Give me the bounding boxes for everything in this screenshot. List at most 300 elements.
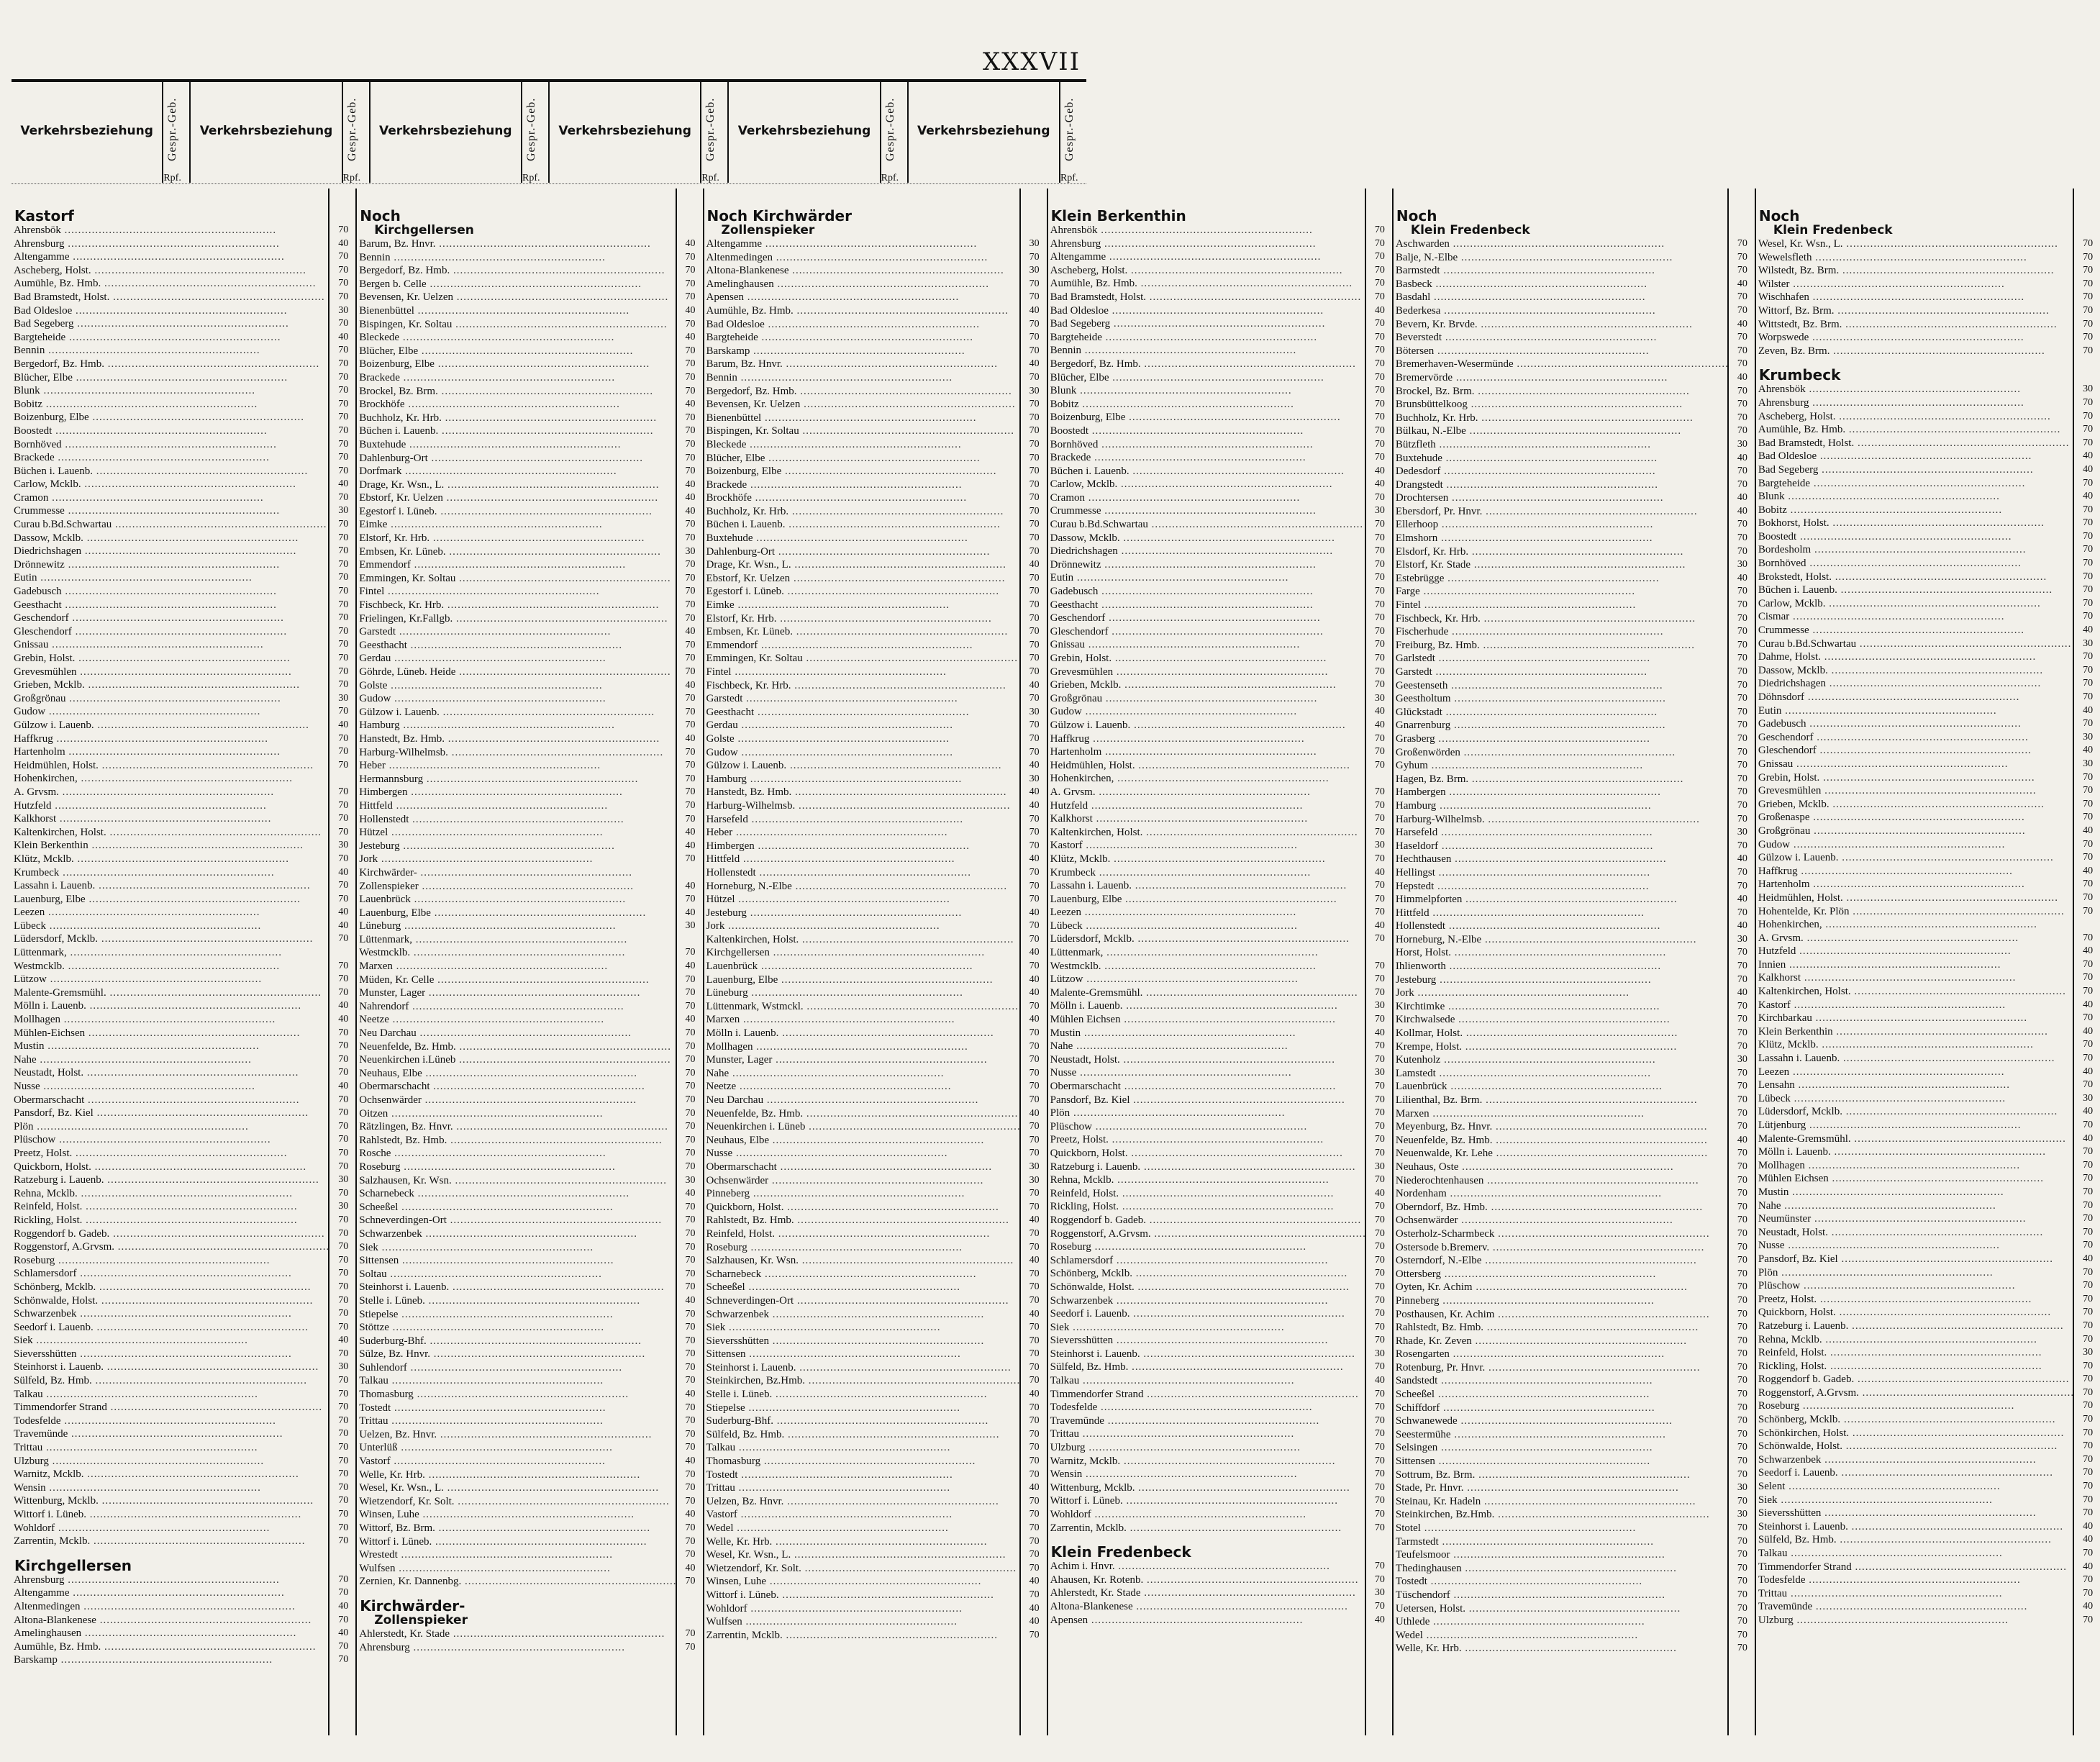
directory-column bbox=[1048, 189, 1394, 1735]
destination-name: Boizenburg, Elbe ..... bbox=[1048, 411, 1366, 424]
fee-value: 70 bbox=[1029, 653, 1040, 664]
fee-value: 70 bbox=[1029, 1000, 1040, 1012]
destination-name: Steinhorst i. Lauenb. ..... bbox=[357, 1281, 676, 1294]
fee-value: 40 bbox=[2083, 491, 2094, 502]
destination-name: Tüschendorf ..... bbox=[1394, 1589, 1729, 1602]
list-item bbox=[1048, 558, 1392, 572]
fee-value: 70 bbox=[338, 639, 349, 650]
list-item bbox=[12, 1361, 355, 1374]
destination-name: Sieversshütten ..... bbox=[1048, 1334, 1366, 1348]
list-item bbox=[1394, 438, 1755, 452]
destination-name: Schwanewede ..... bbox=[1394, 1414, 1729, 1428]
fee-value: 70 bbox=[685, 1121, 696, 1132]
list-item bbox=[1756, 838, 2100, 852]
fee-value: 70 bbox=[685, 1415, 696, 1427]
fee-value: 70 bbox=[338, 438, 349, 450]
list-item bbox=[1756, 1012, 2100, 1025]
list-item bbox=[704, 719, 1047, 732]
destination-name: Nahrendorf ..... bbox=[357, 1000, 676, 1014]
list-item bbox=[1756, 1399, 2100, 1413]
destination-name: Lauenburg, Elbe ..... bbox=[12, 893, 329, 907]
fee-value: 70 bbox=[1737, 840, 1747, 851]
list-item bbox=[704, 692, 1047, 706]
list-item bbox=[357, 1120, 702, 1134]
fee-value: 70 bbox=[338, 1388, 349, 1399]
fee-value: 40 bbox=[685, 1294, 696, 1306]
list-item bbox=[1756, 530, 2100, 544]
destination-name: Sülfeld, Bz. Hmb. ..... bbox=[1756, 1533, 2074, 1547]
list-item bbox=[1756, 1038, 2100, 1052]
list-item bbox=[1048, 438, 1392, 452]
fee-value: 30 bbox=[1374, 505, 1385, 517]
list-item bbox=[1756, 1066, 2100, 1079]
fee-value: 70 bbox=[1737, 1629, 1747, 1640]
list-item bbox=[1048, 304, 1392, 318]
fee-value: 70 bbox=[1737, 304, 1747, 316]
fee-value: 40 bbox=[1029, 786, 1040, 798]
fee-value: 70 bbox=[1374, 880, 1385, 891]
destination-name: Bad Bramstedt, Holst. ..... bbox=[1756, 437, 2074, 450]
destination-name: Wittorf i. Lüneb. ..... bbox=[357, 1535, 676, 1549]
destination-name: Mühlen Eichsen ..... bbox=[1756, 1172, 2074, 1186]
destination-name: Dorfmark ..... bbox=[357, 465, 676, 478]
list-item bbox=[1756, 677, 2100, 691]
list-item bbox=[1394, 666, 1755, 679]
fee-value: 70 bbox=[1737, 425, 1747, 437]
fee-value: 70 bbox=[338, 1522, 349, 1533]
fee-value: 70 bbox=[338, 1455, 349, 1466]
list-item bbox=[1048, 1321, 1392, 1335]
list-item bbox=[1394, 719, 1755, 732]
fee-value: 70 bbox=[1374, 385, 1385, 396]
destination-name: Dahme, Holst. ..... bbox=[1756, 650, 2074, 664]
destination-name: Talkau ..... bbox=[1756, 1547, 2074, 1561]
list-item bbox=[1394, 1481, 1755, 1495]
destination-name: Kirchgellersen ..... bbox=[704, 946, 1021, 960]
destination-name: Rahlstedt, Bz. Hmb. ..... bbox=[357, 1134, 676, 1148]
destination-name: Mustin ..... bbox=[1756, 1186, 2074, 1199]
list-item bbox=[704, 412, 1047, 425]
destination-name: Hepstedt ..... bbox=[1394, 880, 1729, 894]
list-item bbox=[1048, 1027, 1392, 1040]
fee-value: 70 bbox=[2083, 1414, 2094, 1425]
destination-name: Nusse ..... bbox=[12, 1080, 329, 1094]
list-item bbox=[704, 666, 1047, 679]
fee-value: 40 bbox=[2083, 1520, 2094, 1532]
directory-column bbox=[1756, 189, 2100, 1735]
list-item bbox=[1048, 344, 1392, 358]
destination-name: Schwarzenbek ..... bbox=[704, 1308, 1021, 1322]
fee-value: 40 bbox=[1029, 1576, 1040, 1587]
destination-name: Emmendorf ..... bbox=[704, 639, 1021, 653]
fee-value: 40 bbox=[685, 732, 696, 744]
fee-value: 70 bbox=[338, 491, 349, 503]
list-item bbox=[1756, 345, 2100, 358]
destination-name: Steinhorst i. Lauenb. ..... bbox=[1756, 1520, 2074, 1534]
list-item bbox=[1756, 1212, 2100, 1226]
fee-value: 70 bbox=[1029, 840, 1040, 851]
fee-value: 40 bbox=[1029, 1107, 1040, 1119]
destination-name: Wedel ..... bbox=[704, 1522, 1021, 1535]
list-item bbox=[1394, 1388, 1755, 1402]
fee-value: 30 bbox=[1029, 385, 1040, 396]
destination-name: Zarrentin, Mcklb. ..... bbox=[704, 1629, 1021, 1643]
destination-name: Kalkhorst ..... bbox=[12, 812, 329, 826]
list-item bbox=[357, 933, 702, 947]
list-item bbox=[1048, 1161, 1392, 1174]
fee-value: 70 bbox=[2083, 558, 2094, 569]
destination-name: Diedrichshagen ..... bbox=[1048, 545, 1366, 558]
list-item bbox=[1394, 840, 1755, 853]
list-item bbox=[1756, 851, 2100, 865]
destination-name: Kirchwärder- ..... bbox=[357, 866, 676, 880]
list-item bbox=[1756, 1132, 2100, 1146]
list-item bbox=[1756, 237, 2100, 251]
list-item bbox=[12, 960, 355, 973]
list-item bbox=[12, 411, 355, 424]
fee-value: 70 bbox=[685, 1268, 696, 1279]
list-item bbox=[12, 1600, 355, 1614]
fee-value: 30 bbox=[338, 1174, 349, 1186]
fee-value: 40 bbox=[685, 1509, 696, 1520]
destination-name: Hohenkirchen, ..... bbox=[12, 772, 329, 786]
list-item bbox=[357, 679, 702, 693]
list-item bbox=[357, 304, 702, 318]
exchange-section bbox=[1048, 209, 1392, 1535]
destination-name: Ahrensburg ..... bbox=[12, 237, 329, 251]
fee-value bbox=[329, 946, 355, 960]
relation-label: Verkehrsbeziehung bbox=[737, 124, 871, 138]
list-item bbox=[704, 558, 1047, 572]
destination-name: Blunk ..... bbox=[1756, 490, 2074, 504]
destination-name: Kastorf ..... bbox=[1048, 839, 1366, 853]
destination-name: Neu Darchau ..... bbox=[357, 1027, 676, 1040]
destination-name: Neuenkirchen i. Lüneb ..... bbox=[704, 1120, 1021, 1134]
fee-value: 70 bbox=[338, 1241, 349, 1253]
destination-name: Zarrentin, Mcklb. ..... bbox=[1048, 1522, 1366, 1535]
list-item bbox=[704, 973, 1047, 987]
list-item bbox=[1048, 1187, 1392, 1201]
fee-value: 70 bbox=[1374, 1308, 1385, 1320]
list-item bbox=[357, 1321, 702, 1335]
fee-value: 70 bbox=[338, 1161, 349, 1172]
list-item bbox=[1756, 1413, 2100, 1427]
list-item bbox=[1048, 745, 1392, 759]
destination-name: Glückstadt ..... bbox=[1394, 706, 1729, 719]
destination-name: Golste ..... bbox=[357, 679, 676, 693]
destination-name: Hittfeld ..... bbox=[1394, 907, 1729, 920]
destination-name: Fischerhude ..... bbox=[1394, 625, 1729, 639]
fee-value: 40 bbox=[338, 907, 349, 918]
fee-value: 70 bbox=[685, 1468, 696, 1480]
destination-name: Uelzen, Bz. Hnvr. ..... bbox=[357, 1428, 676, 1442]
fee-value: 40 bbox=[685, 332, 696, 343]
destination-name: Ahrensbök ..... bbox=[1048, 224, 1366, 237]
destination-name: Stiepelse ..... bbox=[357, 1308, 676, 1322]
list-item bbox=[357, 371, 702, 385]
fee-value: 70 bbox=[1737, 1000, 1747, 1012]
list-item bbox=[704, 518, 1047, 532]
list-item bbox=[1756, 811, 2100, 825]
destination-name: Hutzfeld ..... bbox=[1048, 799, 1366, 813]
fee-value: 70 bbox=[338, 1375, 349, 1386]
fee-value: 70 bbox=[1374, 1481, 1385, 1493]
destination-name: Eutin ..... bbox=[1756, 704, 2074, 718]
list-item bbox=[1048, 331, 1392, 345]
destination-name: Wohldorf ..... bbox=[12, 1522, 329, 1535]
fee-value: 70 bbox=[338, 1468, 349, 1480]
destination-name: Schiffdorf ..... bbox=[1394, 1402, 1729, 1415]
fee-value: 70 bbox=[1737, 1255, 1747, 1266]
list-item bbox=[1756, 1600, 2100, 1614]
list-item bbox=[12, 879, 355, 893]
list-item bbox=[357, 1201, 702, 1214]
list-item bbox=[357, 1013, 702, 1027]
fee-value: 70 bbox=[338, 786, 349, 797]
destination-name: Hohenkirchen, ..... bbox=[1756, 918, 2074, 932]
fee-value: 70 bbox=[1374, 1040, 1385, 1052]
destination-name: Bienenbüttel ..... bbox=[704, 412, 1021, 425]
destination-name: Bad Segeberg ..... bbox=[12, 317, 329, 331]
list-item bbox=[1756, 477, 2100, 491]
destination-name: Kalkhorst ..... bbox=[1048, 812, 1366, 826]
destination-name: Neuenfelde, Bz. Hmb. ..... bbox=[1394, 1134, 1729, 1148]
destination-name: Seestermühe ..... bbox=[1394, 1428, 1729, 1442]
destination-name: Bad Oldesloe ..... bbox=[1756, 450, 2074, 463]
destination-name: Gnarrenburg ..... bbox=[1394, 719, 1729, 732]
destination-name: Mühlen-Eichsen ..... bbox=[12, 1027, 329, 1040]
list-item bbox=[704, 813, 1047, 827]
destination-name: Posthausen, Kr. Achim ..... bbox=[1394, 1308, 1729, 1322]
destination-name: Jesteburg ..... bbox=[1394, 973, 1729, 987]
list-item bbox=[1394, 853, 1755, 866]
fee-value: 70 bbox=[1374, 1174, 1385, 1186]
destination-name: Diedrichshagen ..... bbox=[12, 545, 329, 558]
list-item bbox=[12, 1535, 355, 1548]
list-item bbox=[1048, 625, 1392, 639]
destination-name: Hohentelde, Kr. Plön ..... bbox=[1756, 905, 2074, 919]
fee-label: Gespr.-Geb. bbox=[704, 97, 717, 162]
fee-value: 70 bbox=[338, 893, 349, 904]
destination-name: Ratzeburg i. Lauenb. ..... bbox=[12, 1173, 329, 1187]
destination-name: Roggenstorf, A.Grvsm. ..... bbox=[12, 1240, 329, 1254]
destination-name: Bergedorf, Bz. Hmb. ..... bbox=[12, 358, 329, 371]
destination-name: Lauenbrück ..... bbox=[704, 960, 1021, 973]
fee-value: 40 bbox=[338, 237, 349, 249]
list-item bbox=[704, 1161, 1047, 1174]
destination-name: Bad Segeberg ..... bbox=[1756, 463, 2074, 477]
fee-value: 70 bbox=[338, 251, 349, 263]
destination-name: Teufelsmoor ..... bbox=[1394, 1548, 1729, 1562]
fee-value: 70 bbox=[338, 1147, 349, 1158]
list-item bbox=[1394, 706, 1755, 719]
list-item bbox=[1048, 1133, 1392, 1147]
destination-name: Osterndorf, N.-Elbe ..... bbox=[1394, 1254, 1729, 1268]
fee-value: 70 bbox=[338, 1573, 349, 1585]
list-item bbox=[1756, 1092, 2100, 1106]
fee-value: 70 bbox=[1029, 1281, 1040, 1293]
destination-name: Oyten, Kr. Achim ..... bbox=[1394, 1281, 1729, 1294]
destination-name: Nusse ..... bbox=[1756, 1239, 2074, 1253]
destination-name: Bremervörde ..... bbox=[1394, 371, 1729, 385]
destination-name: Altengamme ..... bbox=[12, 250, 329, 264]
destination-name: Leezen ..... bbox=[1048, 906, 1366, 919]
destination-name: Elstorf, Kr. Hrb. ..... bbox=[704, 612, 1021, 626]
fee-header bbox=[880, 82, 907, 183]
fee-value: 70 bbox=[1374, 1402, 1385, 1413]
fee-value: 70 bbox=[1029, 961, 1040, 972]
list-item bbox=[12, 1107, 355, 1120]
list-item bbox=[12, 1627, 355, 1640]
list-item bbox=[1394, 371, 1755, 385]
list-item bbox=[1394, 746, 1755, 760]
fee-value: 70 bbox=[1029, 1241, 1040, 1253]
list-item bbox=[1756, 1052, 2100, 1066]
fee-value: 70 bbox=[1374, 1053, 1385, 1065]
fee-value: 40 bbox=[1029, 1389, 1040, 1400]
destination-name: Drage, Kr. Wsn., L. ..... bbox=[704, 558, 1021, 572]
destination-name: Lamstedt ..... bbox=[1394, 1067, 1729, 1081]
list-item bbox=[12, 946, 355, 960]
destination-name: Grevesmühlen ..... bbox=[1048, 666, 1366, 679]
fee-value: 70 bbox=[1737, 760, 1747, 771]
destination-name: Preetz, Holst. ..... bbox=[1756, 1293, 2074, 1307]
fee-value: 70 bbox=[1374, 826, 1385, 837]
fee-value: 70 bbox=[1029, 1081, 1040, 1092]
fee-value: 70 bbox=[1029, 666, 1040, 677]
list-item bbox=[1048, 358, 1392, 371]
fee-value: 30 bbox=[1737, 438, 1747, 450]
list-item bbox=[1048, 1066, 1392, 1080]
destination-name: Neuenwalde, Kr. Lehe ..... bbox=[1394, 1147, 1729, 1161]
destination-name: Steinkirchen, Bz.Hmb. ..... bbox=[704, 1374, 1021, 1388]
section-subtitle: Zollenspieker bbox=[721, 223, 815, 237]
destination-name: Himbergen ..... bbox=[357, 786, 676, 799]
list-item bbox=[12, 866, 355, 880]
destination-name: Ahrensburg ..... bbox=[1756, 396, 2074, 410]
fee-value: 70 bbox=[1374, 960, 1385, 971]
list-item bbox=[1756, 717, 2100, 731]
destination-name: Carlow, Mcklb. ..... bbox=[12, 478, 329, 491]
exchange-section bbox=[357, 1599, 702, 1654]
fee-value: 70 bbox=[1374, 237, 1385, 249]
destination-name: Klein Berkenthin ..... bbox=[12, 839, 329, 853]
fee-value: 70 bbox=[1374, 1147, 1385, 1158]
fee-value: 40 bbox=[1029, 1482, 1040, 1494]
fee-value: 70 bbox=[338, 1509, 349, 1520]
destination-name: Bad Oldesloe ..... bbox=[1048, 304, 1366, 318]
fee-value: 70 bbox=[685, 719, 696, 731]
destination-name: Harsefeld ..... bbox=[1394, 826, 1729, 840]
destination-name: Altengamme ..... bbox=[1048, 250, 1366, 264]
destination-name: Roseburg ..... bbox=[12, 1254, 329, 1268]
destination-name: Blunk ..... bbox=[1048, 384, 1366, 398]
destination-name: Reinfeld, Holst. ..... bbox=[1756, 1346, 2074, 1360]
destination-name: Balje, N.-Elbe ..... bbox=[1394, 251, 1729, 265]
fee-value: 70 bbox=[338, 1027, 349, 1038]
fee-header bbox=[342, 82, 369, 183]
list-item bbox=[1756, 396, 2100, 410]
list-item bbox=[1394, 1508, 1755, 1522]
destination-name: Ratzeburg i. Lauenb. ..... bbox=[1048, 1161, 1366, 1174]
destination-name: Neumünster ..... bbox=[1756, 1212, 2074, 1226]
list-item bbox=[1394, 679, 1755, 693]
list-item bbox=[1756, 784, 2100, 798]
list-item bbox=[357, 424, 702, 438]
list-item bbox=[704, 1080, 1047, 1094]
list-item bbox=[1394, 278, 1755, 291]
fee-value: 70 bbox=[1029, 438, 1040, 450]
fee-value: 40 bbox=[685, 505, 696, 517]
destination-name: Geestenseth ..... bbox=[1394, 679, 1729, 693]
destination-name: Ratzeburg i. Lauenb. ..... bbox=[1756, 1320, 2074, 1333]
fee-value: 40 bbox=[685, 626, 696, 637]
destination-name: Welle, Kr. Hrb. ..... bbox=[357, 1468, 676, 1482]
list-item bbox=[1756, 318, 2100, 332]
fee-value: 70 bbox=[2083, 1494, 2094, 1505]
destination-name: Rehna, Mcklb. ..... bbox=[12, 1187, 329, 1201]
destination-name: Obermarschacht ..... bbox=[704, 1161, 1021, 1174]
list-item bbox=[1394, 318, 1755, 332]
destination-name: Wedel ..... bbox=[1394, 1629, 1729, 1643]
list-item bbox=[1756, 1226, 2100, 1240]
destination-name: Himmelpforten ..... bbox=[1394, 893, 1729, 907]
list-item bbox=[357, 880, 702, 894]
destination-name: Harburg-Wilhelmsb. ..... bbox=[704, 799, 1021, 813]
fee-value: 70 bbox=[1737, 1174, 1747, 1186]
list-item bbox=[357, 1335, 702, 1348]
destination-name: Welle, Kr. Hrb. ..... bbox=[1394, 1642, 1729, 1656]
fee-value: 70 bbox=[2083, 410, 2094, 422]
fee-value: 40 bbox=[685, 907, 696, 918]
fee-value: 40 bbox=[685, 1188, 696, 1199]
destination-name: Heidmühlen, Holst. ..... bbox=[12, 759, 329, 773]
fee-value: 70 bbox=[2083, 477, 2094, 489]
fee-value: 70 bbox=[1029, 1094, 1040, 1105]
list-item bbox=[1394, 1134, 1755, 1148]
fee-value: 70 bbox=[685, 1535, 696, 1547]
fee-value: 70 bbox=[2083, 238, 2094, 249]
list-item bbox=[357, 1080, 702, 1094]
fee-value: 30 bbox=[1029, 1161, 1040, 1172]
destination-name: Lauenburg, Elbe ..... bbox=[357, 907, 676, 920]
list-item bbox=[704, 465, 1047, 478]
fee-value: 70 bbox=[1737, 773, 1747, 784]
fee-value: 70 bbox=[1737, 412, 1747, 423]
list-item bbox=[1048, 317, 1392, 331]
destination-name: Nordenham ..... bbox=[1394, 1187, 1729, 1201]
list-item bbox=[12, 1374, 355, 1388]
fee-value: 40 bbox=[1737, 452, 1747, 463]
list-item bbox=[1756, 1453, 2100, 1467]
fee-value: 30 bbox=[1374, 1587, 1385, 1599]
destination-name: Wesel, Kr. Wsn., L. ..... bbox=[704, 1548, 1021, 1562]
destination-name: Bülkau, N.-Elbe ..... bbox=[1394, 424, 1729, 438]
list-item bbox=[357, 1522, 702, 1535]
destination-name: Horst, Holst. ..... bbox=[1394, 946, 1729, 960]
section-subtitle: Zollenspieker bbox=[374, 1612, 468, 1627]
fee-value: 70 bbox=[1374, 1455, 1385, 1466]
list-item bbox=[704, 358, 1047, 371]
destination-name: Ahrensbök ..... bbox=[12, 224, 329, 237]
fee-value: 70 bbox=[1029, 1361, 1040, 1373]
list-item bbox=[704, 1589, 1047, 1602]
destination-name: Kaltenkirchen, Holst. ..... bbox=[704, 933, 1021, 947]
list-item bbox=[1756, 1199, 2100, 1213]
fee-value: 70 bbox=[1737, 813, 1747, 825]
destination-name: Obermarschacht ..... bbox=[357, 1080, 676, 1094]
fee-value: 70 bbox=[685, 760, 696, 771]
